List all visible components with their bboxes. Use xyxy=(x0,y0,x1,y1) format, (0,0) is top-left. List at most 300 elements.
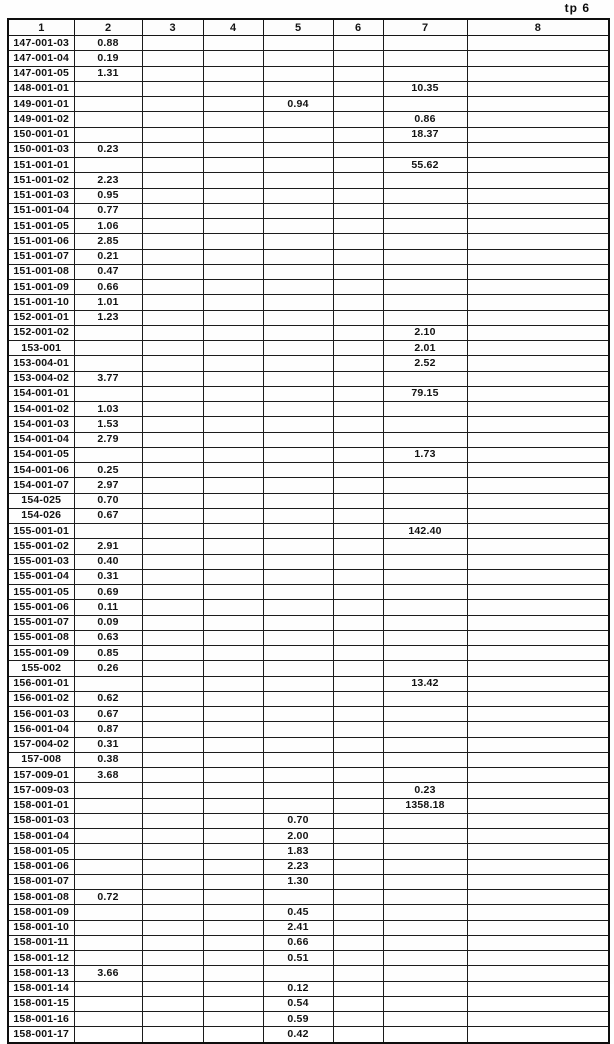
value-cell: 1.01 xyxy=(74,295,142,310)
row-id-cell: 151-001-06 xyxy=(8,234,74,249)
row-id-cell: 147-001-05 xyxy=(8,66,74,81)
row-id-cell: 147-001-04 xyxy=(8,51,74,66)
row-id-cell: 151-001-07 xyxy=(8,249,74,264)
value-cell xyxy=(203,768,263,783)
value-cell xyxy=(74,844,142,859)
value-cell xyxy=(203,36,263,51)
value-cell xyxy=(74,813,142,828)
value-cell: 0.70 xyxy=(74,493,142,508)
value-cell xyxy=(263,554,333,569)
value-cell xyxy=(333,676,383,691)
value-cell xyxy=(142,341,203,356)
table-row xyxy=(8,478,609,493)
value-cell xyxy=(142,798,203,813)
value-cell xyxy=(333,524,383,539)
value-cell xyxy=(74,524,142,539)
value-cell xyxy=(203,234,263,249)
value-cell xyxy=(263,280,333,295)
row-id-cell: 154-001-04 xyxy=(8,432,74,447)
value-cell xyxy=(467,646,609,661)
value-cell: 0.25 xyxy=(74,463,142,478)
row-id-cell: 157-009-01 xyxy=(8,768,74,783)
table-row xyxy=(8,66,609,81)
value-cell xyxy=(467,51,609,66)
value-cell xyxy=(142,81,203,96)
row-id-cell: 158-001-15 xyxy=(8,996,74,1011)
value-cell xyxy=(142,234,203,249)
value-cell: 0.11 xyxy=(74,600,142,615)
row-id-cell: 155-001-07 xyxy=(8,615,74,630)
row-id-cell: 153-004-02 xyxy=(8,371,74,386)
value-cell xyxy=(263,81,333,96)
value-cell: 1.03 xyxy=(74,402,142,417)
value-cell xyxy=(467,615,609,630)
value-cell xyxy=(203,341,263,356)
row-id-cell: 151-001-05 xyxy=(8,219,74,234)
value-cell: 0.09 xyxy=(74,615,142,630)
table-row xyxy=(8,524,609,539)
value-cell: 2.10 xyxy=(383,325,467,340)
value-cell xyxy=(467,798,609,813)
table-row xyxy=(8,127,609,142)
value-cell: 0.21 xyxy=(74,249,142,264)
value-cell: 1.23 xyxy=(74,310,142,325)
value-cell: 2.41 xyxy=(263,920,333,935)
value-cell xyxy=(263,127,333,142)
value-cell xyxy=(333,66,383,81)
table-row xyxy=(8,158,609,173)
value-cell xyxy=(74,935,142,950)
value-cell: 2.97 xyxy=(74,478,142,493)
value-cell xyxy=(263,798,333,813)
table-row xyxy=(8,585,609,600)
table-row xyxy=(8,173,609,188)
value-cell xyxy=(142,1012,203,1027)
value-cell xyxy=(203,539,263,554)
value-cell xyxy=(333,81,383,96)
value-cell xyxy=(383,310,467,325)
value-cell xyxy=(203,508,263,523)
value-cell xyxy=(263,386,333,401)
value-cell xyxy=(383,417,467,432)
value-cell xyxy=(203,280,263,295)
value-cell xyxy=(203,478,263,493)
value-cell xyxy=(383,630,467,645)
value-cell xyxy=(74,676,142,691)
value-cell xyxy=(203,325,263,340)
value-cell xyxy=(74,447,142,462)
table-row xyxy=(8,386,609,401)
value-cell xyxy=(383,280,467,295)
value-cell xyxy=(333,356,383,371)
value-cell xyxy=(74,356,142,371)
value-cell xyxy=(263,768,333,783)
value-cell xyxy=(333,569,383,584)
value-cell xyxy=(142,951,203,966)
value-cell xyxy=(142,554,203,569)
value-cell xyxy=(74,386,142,401)
value-cell xyxy=(203,905,263,920)
value-cell xyxy=(203,859,263,874)
value-cell xyxy=(467,554,609,569)
value-cell xyxy=(333,219,383,234)
column-header-1: 1 xyxy=(8,19,74,36)
value-cell xyxy=(142,371,203,386)
value-cell: 0.85 xyxy=(74,646,142,661)
value-cell: 0.66 xyxy=(263,935,333,950)
value-cell xyxy=(333,386,383,401)
value-cell xyxy=(467,859,609,874)
column-header-7: 7 xyxy=(383,19,467,36)
value-cell xyxy=(333,554,383,569)
value-cell xyxy=(203,783,263,798)
table-row xyxy=(8,935,609,950)
value-cell xyxy=(467,66,609,81)
value-cell xyxy=(383,844,467,859)
value-cell xyxy=(467,890,609,905)
table-row xyxy=(8,371,609,386)
value-cell xyxy=(467,81,609,96)
row-id-cell: 154-001-06 xyxy=(8,463,74,478)
value-cell: 0.12 xyxy=(263,981,333,996)
value-cell xyxy=(142,920,203,935)
value-cell xyxy=(74,874,142,889)
table-row xyxy=(8,81,609,96)
value-cell xyxy=(263,676,333,691)
table-row xyxy=(8,981,609,996)
value-cell xyxy=(142,310,203,325)
row-id-cell: 155-001-06 xyxy=(8,600,74,615)
value-cell xyxy=(74,81,142,96)
value-cell xyxy=(203,417,263,432)
value-cell xyxy=(383,142,467,157)
row-id-cell: 155-001-04 xyxy=(8,569,74,584)
value-cell: 2.23 xyxy=(74,173,142,188)
value-cell: 0.88 xyxy=(74,36,142,51)
value-cell xyxy=(263,432,333,447)
table-row xyxy=(8,188,609,203)
value-cell xyxy=(467,97,609,112)
table-row xyxy=(8,966,609,981)
value-cell xyxy=(74,996,142,1011)
value-cell: 1.83 xyxy=(263,844,333,859)
value-cell xyxy=(203,798,263,813)
value-cell xyxy=(74,127,142,142)
table-row xyxy=(8,554,609,569)
value-cell xyxy=(142,996,203,1011)
value-cell xyxy=(74,1027,142,1043)
value-cell xyxy=(333,935,383,950)
value-cell xyxy=(333,951,383,966)
row-id-cell: 155-001-08 xyxy=(8,630,74,645)
value-cell xyxy=(142,142,203,157)
value-cell xyxy=(142,1027,203,1043)
table-row xyxy=(8,783,609,798)
table-row xyxy=(8,508,609,523)
value-cell xyxy=(74,859,142,874)
value-cell xyxy=(203,615,263,630)
value-cell xyxy=(203,1012,263,1027)
value-cell xyxy=(333,859,383,874)
value-cell xyxy=(333,295,383,310)
value-cell xyxy=(383,859,467,874)
row-id-cell: 158-001-11 xyxy=(8,935,74,950)
value-cell xyxy=(383,36,467,51)
value-cell xyxy=(383,920,467,935)
value-cell xyxy=(142,691,203,706)
value-cell: 0.87 xyxy=(74,722,142,737)
value-cell xyxy=(74,981,142,996)
value-cell xyxy=(333,51,383,66)
table-row xyxy=(8,295,609,310)
value-cell xyxy=(467,524,609,539)
value-cell xyxy=(74,783,142,798)
value-cell xyxy=(467,203,609,218)
value-cell: 2.01 xyxy=(383,341,467,356)
value-cell xyxy=(467,829,609,844)
value-cell xyxy=(383,722,467,737)
value-cell xyxy=(333,981,383,996)
value-cell xyxy=(333,737,383,752)
row-id-cell: 151-001-02 xyxy=(8,173,74,188)
value-cell: 2.85 xyxy=(74,234,142,249)
value-cell: 0.23 xyxy=(383,783,467,798)
row-id-cell: 158-001-13 xyxy=(8,966,74,981)
value-cell xyxy=(142,707,203,722)
value-cell xyxy=(263,752,333,767)
value-cell xyxy=(142,981,203,996)
value-cell xyxy=(467,173,609,188)
value-cell xyxy=(333,646,383,661)
header-row xyxy=(8,19,609,36)
value-cell xyxy=(467,402,609,417)
value-cell xyxy=(263,295,333,310)
value-cell xyxy=(333,447,383,462)
value-cell xyxy=(203,676,263,691)
value-cell xyxy=(203,661,263,676)
value-cell: 0.54 xyxy=(263,996,333,1011)
value-cell xyxy=(203,112,263,127)
row-id-cell: 155-001-01 xyxy=(8,524,74,539)
value-cell xyxy=(74,829,142,844)
value-cell: 0.26 xyxy=(74,661,142,676)
value-cell xyxy=(203,691,263,706)
value-cell xyxy=(333,798,383,813)
value-cell xyxy=(467,585,609,600)
row-id-cell: 156-001-03 xyxy=(8,707,74,722)
table-row xyxy=(8,203,609,218)
value-cell xyxy=(142,97,203,112)
row-id-cell: 156-001-02 xyxy=(8,691,74,706)
value-cell xyxy=(142,874,203,889)
value-cell xyxy=(74,1012,142,1027)
value-cell: 0.51 xyxy=(263,951,333,966)
value-cell xyxy=(142,539,203,554)
value-cell xyxy=(383,1012,467,1027)
row-id-cell: 158-001-14 xyxy=(8,981,74,996)
row-id-cell: 154-001-07 xyxy=(8,478,74,493)
table-row xyxy=(8,325,609,340)
table-row xyxy=(8,417,609,432)
value-cell: 10.35 xyxy=(383,81,467,96)
value-cell xyxy=(333,508,383,523)
row-id-cell: 158-001-10 xyxy=(8,920,74,935)
value-cell xyxy=(203,203,263,218)
value-cell xyxy=(203,585,263,600)
value-cell xyxy=(467,295,609,310)
value-cell xyxy=(203,173,263,188)
table-row xyxy=(8,615,609,630)
row-id-cell: 157-008 xyxy=(8,752,74,767)
value-cell: 0.94 xyxy=(263,97,333,112)
value-cell xyxy=(333,905,383,920)
value-cell: 0.69 xyxy=(74,585,142,600)
value-cell xyxy=(74,112,142,127)
value-cell xyxy=(333,630,383,645)
row-id-cell: 158-001-09 xyxy=(8,905,74,920)
value-cell xyxy=(142,966,203,981)
value-cell xyxy=(383,478,467,493)
row-id-cell: 155-001-05 xyxy=(8,585,74,600)
value-cell xyxy=(263,66,333,81)
value-cell xyxy=(383,493,467,508)
table-row xyxy=(8,539,609,554)
table-row xyxy=(8,264,609,279)
value-cell xyxy=(383,890,467,905)
value-cell xyxy=(333,112,383,127)
row-id-cell: 158-001-12 xyxy=(8,951,74,966)
value-cell xyxy=(263,249,333,264)
value-cell xyxy=(74,905,142,920)
table-row xyxy=(8,112,609,127)
value-cell xyxy=(467,707,609,722)
value-cell: 0.47 xyxy=(74,264,142,279)
table-row xyxy=(8,722,609,737)
value-cell xyxy=(333,371,383,386)
value-cell xyxy=(142,249,203,264)
value-cell: 0.77 xyxy=(74,203,142,218)
value-cell xyxy=(333,493,383,508)
value-cell xyxy=(263,615,333,630)
value-cell xyxy=(333,691,383,706)
value-cell xyxy=(467,874,609,889)
value-cell xyxy=(263,341,333,356)
value-cell xyxy=(142,173,203,188)
value-cell xyxy=(142,935,203,950)
row-id-cell: 149-001-01 xyxy=(8,97,74,112)
value-cell xyxy=(263,463,333,478)
value-cell xyxy=(142,646,203,661)
value-cell xyxy=(333,722,383,737)
value-cell xyxy=(263,722,333,737)
value-cell xyxy=(467,371,609,386)
table-row xyxy=(8,844,609,859)
value-cell xyxy=(203,158,263,173)
value-cell: 0.31 xyxy=(74,737,142,752)
value-cell xyxy=(203,371,263,386)
table-row xyxy=(8,707,609,722)
value-cell xyxy=(142,844,203,859)
row-id-cell: 151-001-04 xyxy=(8,203,74,218)
value-cell xyxy=(333,829,383,844)
row-id-cell: 158-001-01 xyxy=(8,798,74,813)
value-cell xyxy=(467,722,609,737)
value-cell xyxy=(203,264,263,279)
value-cell xyxy=(203,722,263,737)
row-id-cell: 153-004-01 xyxy=(8,356,74,371)
value-cell xyxy=(203,874,263,889)
value-cell: 2.79 xyxy=(74,432,142,447)
value-cell: 18.37 xyxy=(383,127,467,142)
value-cell xyxy=(142,463,203,478)
value-cell xyxy=(263,402,333,417)
value-cell xyxy=(383,691,467,706)
row-id-cell: 158-001-04 xyxy=(8,829,74,844)
value-cell xyxy=(333,661,383,676)
row-id-cell: 152-001-01 xyxy=(8,310,74,325)
table-row xyxy=(8,676,609,691)
table-row xyxy=(8,36,609,51)
value-cell xyxy=(203,707,263,722)
table-row xyxy=(8,1012,609,1027)
value-cell xyxy=(467,234,609,249)
value-cell: 1.06 xyxy=(74,219,142,234)
value-cell xyxy=(142,127,203,142)
value-cell xyxy=(383,51,467,66)
value-cell xyxy=(467,219,609,234)
value-cell xyxy=(263,478,333,493)
value-cell xyxy=(383,981,467,996)
value-cell xyxy=(263,783,333,798)
row-id-cell: 151-001-10 xyxy=(8,295,74,310)
value-cell xyxy=(203,569,263,584)
value-cell xyxy=(203,920,263,935)
value-cell xyxy=(142,737,203,752)
value-cell xyxy=(467,966,609,981)
value-cell xyxy=(333,707,383,722)
value-cell xyxy=(74,341,142,356)
value-cell xyxy=(203,219,263,234)
value-cell: 0.59 xyxy=(263,1012,333,1027)
table-row xyxy=(8,341,609,356)
value-cell xyxy=(203,310,263,325)
value-cell xyxy=(203,813,263,828)
table-row xyxy=(8,219,609,234)
value-cell xyxy=(333,36,383,51)
value-cell xyxy=(142,493,203,508)
value-cell: 0.62 xyxy=(74,691,142,706)
value-cell xyxy=(203,890,263,905)
table-row xyxy=(8,97,609,112)
value-cell xyxy=(203,844,263,859)
value-cell xyxy=(383,768,467,783)
value-cell xyxy=(142,890,203,905)
value-cell xyxy=(263,219,333,234)
value-cell xyxy=(467,1027,609,1043)
value-cell xyxy=(203,432,263,447)
row-id-cell: 150-001-01 xyxy=(8,127,74,142)
value-cell xyxy=(74,920,142,935)
value-cell: 0.66 xyxy=(74,280,142,295)
value-cell: 0.31 xyxy=(74,569,142,584)
value-cell xyxy=(263,707,333,722)
value-cell xyxy=(142,752,203,767)
value-cell xyxy=(467,112,609,127)
value-cell: 1358.18 xyxy=(383,798,467,813)
table-row xyxy=(8,447,609,462)
value-cell xyxy=(263,356,333,371)
table-row xyxy=(8,432,609,447)
